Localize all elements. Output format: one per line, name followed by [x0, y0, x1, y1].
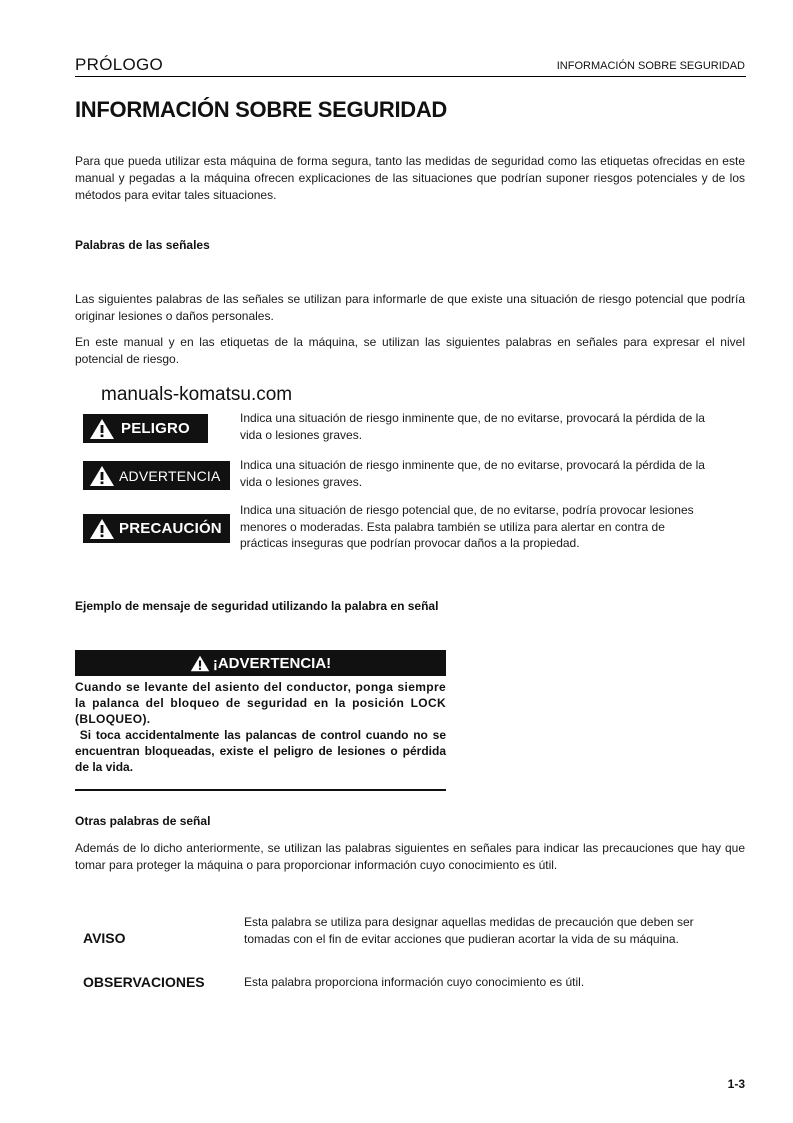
warning-triangle-icon [89, 465, 115, 487]
header-chapter: INFORMACIÓN SOBRE SEGURIDAD [556, 60, 745, 72]
signal-description-peligro: Indica una situación de riesgo inminente que, de no evitarse, provocará la pérdida de la vida o lesiones graves. [240, 411, 705, 442]
signal-description-advertencia: Indica una situación de riesgo inminente que, de no evitarse, provocará la pérdida de la vida o lesiones graves. [240, 458, 705, 489]
other-words-heading: Otras palabras de señal [75, 814, 211, 828]
signal-description-precaucion: Indica una situación de riesgo potencial que, de no evitarse, podría provocar lesiones menores o moderadas. Esta palabra también se utiliza para alertar en contra de prácticas inseguras que podrían provocar daños a la propiedad. [240, 503, 694, 550]
signal-words-heading: Palabras de las señales [75, 238, 210, 252]
term-observaciones-description: Esta palabra proporciona información cuyo conocimiento es útil. [244, 975, 585, 989]
signal-label-precaucion [83, 514, 230, 543]
warning-triangle-icon [190, 655, 210, 672]
example-bottom-rule [75, 789, 446, 791]
signal-label-text: PELIGRO [121, 420, 190, 437]
signal-words-paragraph-2: En este manual y en las etiquetas de la máquina, se utilizan las siguientes palabras en señales para expresar el nivel potencial de riesgo. [75, 335, 745, 366]
intro-paragraph: Para que pueda utilizar esta máquina de forma segura, tanto las medidas de seguridad como las etiquetas ofrecidas en este manual y pegadas a la máquina ofrecen explicaciones de las situaciones que podrían suponer riesgos potenciales y de los métodos para evitar tales situaciones. [75, 154, 745, 202]
header-rule [75, 76, 746, 77]
watermark-text: manuals-komatsu.com [101, 384, 293, 405]
example-line-1: Cuando se levante del asiento del conductor, ponga siempre la palanca del bloqueo de seguridad en la posición LOCK (BLOQUEO). [75, 680, 446, 726]
signal-words-paragraph-1: Las siguientes palabras de las señales se utilizan para informarle de que existe una situación de riesgo potencial que podría originar lesiones o daños personales. [75, 292, 745, 323]
page-title: INFORMACIÓN SOBRE SEGURIDAD [75, 97, 448, 122]
example-banner-text: ¡ADVERTENCIA! [212, 654, 332, 672]
warning-triangle-icon [89, 518, 115, 540]
page-number: 1-3 [727, 1077, 745, 1091]
header-section: PRÓLOGO [75, 55, 164, 74]
term-aviso: AVISO [83, 930, 126, 946]
example-heading: Ejemplo de mensaje de seguridad utilizando la palabra en señal [75, 599, 439, 613]
other-words-paragraph: Además de lo dicho anteriormente, se utilizan las palabras siguientes en señales para indicar las precauciones que hay que tomar para proteger la máquina o para proporcionar información cuyo conocimiento es útil. [75, 841, 745, 872]
example-warning-banner [75, 650, 446, 676]
warning-triangle-icon [89, 418, 115, 440]
example-line-2: Si toca accidentalmente las palancas de control cuando no se encuentran bloqueadas, existe el peligro de lesiones o pérdida de la vida. [75, 728, 450, 774]
term-aviso-description: Esta palabra se utiliza para designar aquellas medidas de precaución que deben ser tomadas con el fin de evitar acciones que pudieran acortar la vida de su máquina. [244, 915, 694, 946]
signal-label-text: ADVERTENCIA [119, 467, 221, 484]
signal-label-text: PRECAUCIÓN [119, 520, 222, 537]
signal-label-advertencia [83, 461, 230, 490]
signal-label-peligro [83, 414, 208, 443]
example-warning-body [75, 679, 450, 775]
term-observaciones: OBSERVACIONES [83, 974, 205, 990]
